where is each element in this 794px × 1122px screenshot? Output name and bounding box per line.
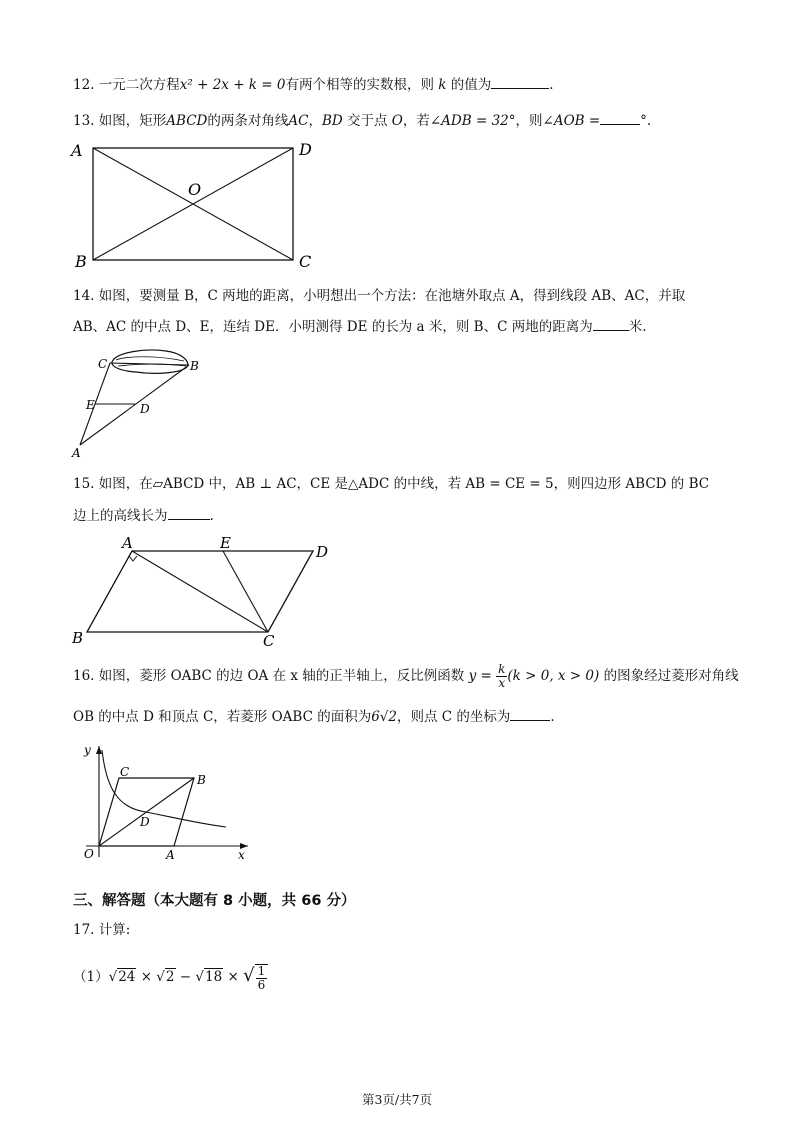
question-text: 交于点	[347, 113, 388, 129]
question-text: 如图，菱形 OABC 的边 OA 在 x 轴的正半轴上，反比例函数	[98, 668, 465, 684]
label-c: C	[98, 357, 108, 371]
pond-outline	[112, 350, 188, 373]
figure-15-parallelogram	[66, 530, 346, 650]
point-name: O	[391, 113, 403, 129]
figure-16-rhombus	[76, 740, 266, 870]
radicand: 2	[165, 969, 175, 985]
sqrt-symbol: √	[156, 969, 165, 985]
equation: x² + 2x + k = 0	[179, 77, 286, 93]
question-17-part1	[73, 962, 268, 992]
label-b: B	[190, 359, 199, 373]
separator: ，	[308, 113, 322, 129]
question-text: AB、AC 的中点 D、E，连结 DE．小明测得 DE 的长为 a 米，则 B、C 两地的距离为	[73, 319, 593, 335]
answer-blank[interactable]	[600, 110, 640, 125]
pond-hatch	[116, 357, 184, 361]
sqrt-symbol: √	[108, 969, 118, 985]
question-number: 13.	[73, 113, 95, 129]
answer-blank[interactable]	[593, 316, 629, 331]
label-b: B	[72, 629, 84, 647]
page-footer: 第3页/共7页	[361, 1092, 433, 1107]
label-y: y	[84, 743, 91, 757]
question-text: 一元二次方程	[98, 77, 180, 93]
answer-blank[interactable]	[491, 74, 549, 89]
answer-blank[interactable]	[510, 706, 550, 721]
label-e: E	[220, 534, 231, 552]
question-15	[73, 474, 709, 494]
question-14-line2	[73, 316, 647, 337]
question-text: 如图，要测量 B，C 两地的距离，小明想出一个方法：在池塘外取点 A，得到线段 AB、AC，并取	[98, 288, 686, 304]
segment-bc	[110, 363, 189, 365]
shape-name: ABCD	[166, 113, 208, 129]
label-c: C	[120, 765, 130, 779]
question-end: .	[209, 508, 214, 524]
question-text: 的值为	[450, 77, 492, 93]
given-angle: ∠ADB = 32°	[429, 113, 516, 129]
question-15-line2	[73, 505, 214, 526]
label-b: B	[75, 252, 87, 271]
question-text: 边上的高线长为	[73, 508, 168, 524]
part-label: （1）	[73, 969, 109, 985]
question-text: 的图象经过菱形对角线	[603, 668, 739, 684]
question-text: 的两条对角线	[207, 113, 289, 129]
fraction-numerator: 1	[257, 963, 266, 978]
label-d: D	[140, 402, 150, 416]
function-y: y =	[468, 668, 492, 684]
segment-ac	[132, 551, 268, 632]
radicand: 18	[205, 969, 223, 985]
asked-angle: ∠AOB =	[542, 113, 601, 129]
operator: ×	[227, 969, 239, 985]
label-x: x	[238, 848, 245, 862]
label-c: C	[263, 632, 275, 650]
label-e: E	[86, 398, 95, 412]
sqrt-symbol: √	[243, 965, 255, 986]
fraction-numerator: k	[498, 662, 506, 676]
question-text: 有两个相等的实数根，则	[285, 77, 434, 93]
fraction-denominator: x	[498, 676, 506, 690]
question-number: 16.	[73, 668, 95, 684]
operator: −	[179, 969, 192, 985]
area-value: 6√2	[371, 709, 397, 725]
question-number: 15.	[73, 476, 95, 492]
question-16-line2	[73, 706, 555, 727]
label-a: A	[166, 848, 175, 862]
label-d: D	[299, 140, 312, 159]
y-axis-arrow	[96, 746, 102, 754]
label-c: C	[299, 252, 312, 271]
diagonal-name: BD	[321, 113, 343, 129]
question-text: ，则点 C 的坐标为	[397, 709, 511, 725]
question-text: 如图，矩形	[98, 113, 167, 129]
question-17	[73, 920, 130, 940]
figure-13-rectangle	[60, 136, 330, 272]
fraction-denominator: 6	[257, 977, 266, 992]
question-end: .	[550, 709, 555, 725]
question-text: 计算:	[98, 922, 131, 938]
question-end: °.	[640, 113, 652, 129]
label-a: A	[122, 534, 133, 552]
label-d: D	[140, 815, 150, 829]
section-heading: 三、解答题（本大题有 8 小题，共 66 分）	[73, 893, 356, 909]
label-a: A	[72, 446, 81, 460]
label-b: B	[197, 773, 206, 787]
figure-14-pond	[66, 342, 216, 460]
label-o: O	[84, 847, 94, 861]
question-13	[73, 110, 651, 131]
label-a: A	[71, 141, 83, 160]
hyperbola-curve	[102, 750, 226, 827]
question-end: .	[549, 77, 554, 93]
answer-blank[interactable]	[168, 505, 210, 520]
question-end: 米.	[628, 319, 647, 335]
variable: k	[438, 77, 447, 93]
question-number: 14.	[73, 288, 95, 304]
function-condition: (k > 0, x > 0)	[507, 668, 600, 684]
question-text: OB 的中点 D 和顶点 C，若菱形 OABC 的面积为	[73, 709, 372, 725]
diagonal-name: AC	[288, 113, 309, 129]
operator: ×	[140, 969, 152, 985]
segment-ab	[80, 365, 189, 445]
question-text: ，则	[515, 113, 543, 129]
segment-ce	[223, 551, 268, 632]
question-14	[73, 286, 685, 306]
question-number: 17.	[73, 922, 95, 938]
question-text: 如图，在▱ABCD 中，AB ⊥ AC，CE 是△ADC 的中线，若 AB = CE = 5，则四边形 ABCD 的 BC	[98, 476, 710, 492]
sqrt-symbol: √	[195, 969, 205, 985]
question-number: 12.	[73, 77, 95, 93]
radicand: 24	[118, 969, 136, 985]
label-o: O	[188, 180, 202, 199]
question-text: ，若	[402, 113, 430, 129]
right-angle-mark	[129, 556, 137, 561]
question-16	[73, 662, 739, 690]
sqrt-fraction	[255, 964, 269, 992]
question-12	[73, 74, 554, 95]
function-fraction	[496, 663, 507, 690]
label-d: D	[316, 543, 329, 561]
